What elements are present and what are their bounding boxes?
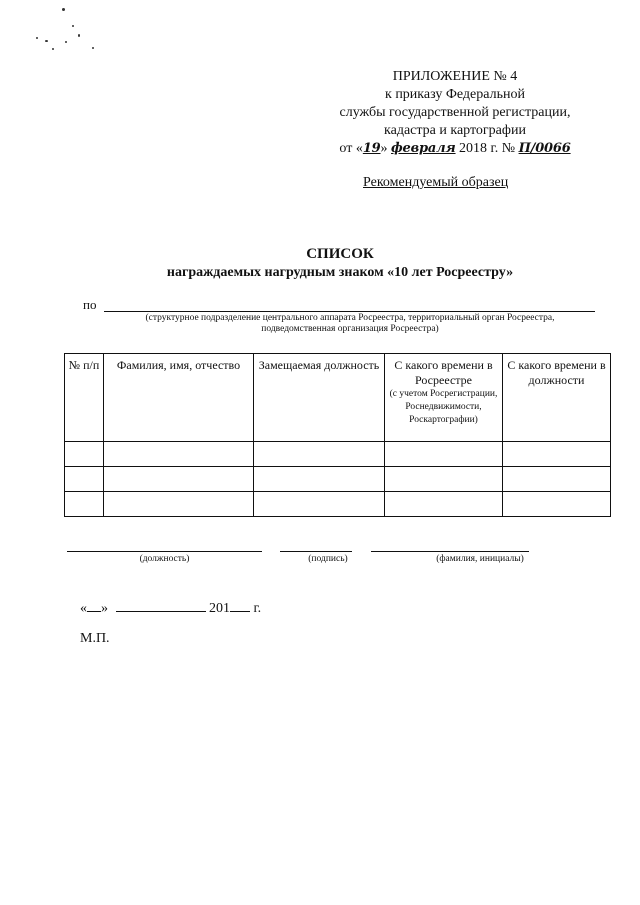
col-header-since-rosreestr-note: (с учетом Росрегистрации, Роснедвижимости, Роскартографии)	[389, 389, 498, 425]
table-cell[interactable]	[385, 442, 503, 467]
document-title	[140, 245, 540, 282]
award-table	[64, 353, 611, 517]
col-header-full-name: Фамилия, имя, отчество	[104, 354, 254, 442]
scan-speck	[72, 25, 74, 27]
handwritten-order-number: П/0066	[518, 141, 571, 156]
scan-speck	[92, 47, 94, 49]
po-hint	[100, 313, 600, 335]
table-cell[interactable]	[104, 467, 254, 492]
date-prefix: от «	[339, 141, 363, 156]
year-suffix: г.	[253, 601, 262, 616]
table-row	[65, 492, 611, 517]
table-cell[interactable]	[503, 492, 611, 517]
scan-speck	[62, 8, 65, 11]
table-cell[interactable]	[104, 492, 254, 517]
date-mid: »	[380, 141, 388, 156]
scan-speck	[65, 41, 67, 43]
table-cell[interactable]	[65, 467, 104, 492]
col-header-since-position: С какого времени в должности	[503, 354, 611, 442]
scan-speck	[36, 37, 38, 39]
name-label: (фамилия, инициалы)	[436, 554, 524, 564]
day-blank	[87, 599, 101, 612]
signing-date-line	[80, 599, 261, 617]
order-date-line	[330, 140, 580, 158]
table-cell[interactable]	[503, 467, 611, 492]
signature-sign-line	[280, 551, 352, 552]
po-label: по	[83, 297, 97, 312]
table-cell[interactable]	[65, 442, 104, 467]
date-close-quote: »	[101, 601, 108, 616]
title-subtitle: награждаемых нагрудным знаком «10 лет Росреестру»	[166, 265, 514, 280]
po-hint-line-2: подведомственная организация Росреестра)	[261, 324, 439, 334]
scan-speck	[45, 40, 48, 42]
col-header-number: № п/п	[65, 354, 104, 442]
recommended-sample-label: Рекомендуемый образец	[363, 175, 509, 190]
date-open-quote: «	[80, 601, 87, 616]
appendix-header	[330, 68, 580, 158]
col-header-position: Замещаемая должность	[254, 354, 385, 442]
scan-speck	[78, 34, 80, 37]
table-cell[interactable]	[385, 467, 503, 492]
position-label: (должность)	[139, 554, 190, 564]
signature-label: (подпись)	[308, 554, 348, 564]
po-fill-line	[104, 311, 595, 312]
table-cell[interactable]	[503, 442, 611, 467]
table-cell[interactable]	[254, 442, 385, 467]
position-sign-line	[67, 551, 262, 552]
table-cell[interactable]	[254, 492, 385, 517]
table-cell[interactable]	[65, 492, 104, 517]
appendix-number: ПРИЛОЖЕНИЕ № 4	[392, 69, 518, 84]
year-prefix: 201	[209, 601, 230, 616]
handwritten-month: февраля	[391, 141, 456, 156]
appendix-line-2: к приказу Федеральной	[385, 87, 525, 102]
handwritten-day: 19	[362, 141, 381, 156]
po-hint-line-1: (структурное подразделение центрального аппарата Росреестра, территориальный орган Росреестра,	[145, 313, 555, 323]
appendix-line-4: кадастра и картографии	[384, 123, 526, 138]
appendix-line-3: службы государственной регистрации,	[339, 105, 571, 120]
title-main: СПИСОК	[306, 246, 374, 262]
table-cell[interactable]	[385, 492, 503, 517]
scan-specks	[30, 8, 100, 56]
year-blank	[230, 599, 250, 612]
month-blank	[116, 599, 206, 612]
name-sign-line	[371, 551, 529, 552]
stamp-place-label: М.П.	[80, 631, 110, 646]
table-row	[65, 442, 611, 467]
table-header-row	[65, 354, 611, 442]
col-header-since-rosreestr: С какого времени в Росреестре (с учетом Росрегистрации, Роснедвижимости, Роскартографии)	[385, 354, 503, 442]
scan-speck	[52, 48, 54, 50]
date-year-suffix: 2018 г. №	[459, 141, 516, 156]
table-cell[interactable]	[104, 442, 254, 467]
table-cell[interactable]	[254, 467, 385, 492]
table-row	[65, 467, 611, 492]
